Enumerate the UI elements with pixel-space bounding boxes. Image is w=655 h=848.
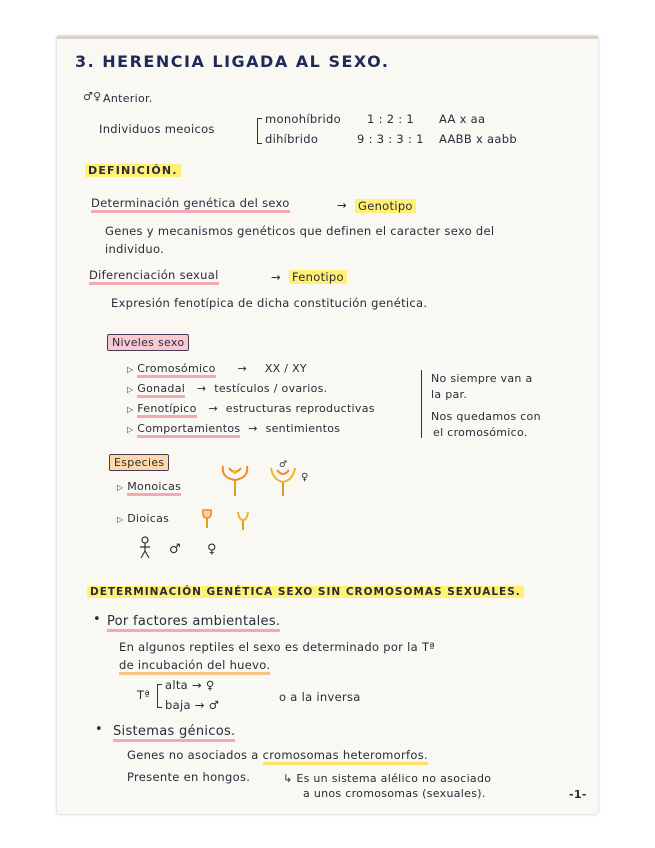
triangle-bullet-icon: ▷ xyxy=(127,365,134,374)
monohibrido-ratio: 1 : 2 : 1 xyxy=(367,112,415,126)
definicion-heading: DEFINICIÓN. xyxy=(85,164,181,177)
especie-item-monoicas xyxy=(117,480,181,493)
sistemas-bullet: • xyxy=(95,722,103,737)
sistemas-text-1a: Genes no asociados a xyxy=(127,748,263,762)
monohibrido-cross: AA x aa xyxy=(439,112,486,126)
page-title: 3. HERENCIA LIGADA AL SEXO. xyxy=(75,52,390,71)
determinacion-arrow: → xyxy=(337,198,347,212)
niveles-note-2: la par. xyxy=(431,388,468,401)
nivel-arrow: → xyxy=(248,422,258,435)
female-symbol-icon: ♀ xyxy=(207,542,217,557)
dioica-flower-female-icon xyxy=(199,506,215,528)
niveles-note-1: No siempre van a xyxy=(431,372,533,385)
nivel-name: Comportamientos xyxy=(137,422,240,438)
niveles-note-3: Nos quedamos con xyxy=(431,410,541,423)
nivel-arrow: → xyxy=(196,382,207,395)
factores-title: Por factores ambientales. xyxy=(107,614,280,632)
individuos-label: Individuos meoicos xyxy=(99,122,215,136)
triangle-bullet-icon: ▷ xyxy=(117,483,124,492)
determinacion-text-1: Genes y mecanismos genéticos que definen el caracter sexo del xyxy=(105,224,495,238)
notes-page xyxy=(57,36,598,814)
female-symbol-icon: ♀ xyxy=(301,472,309,483)
triangle-bullet-icon: ▷ xyxy=(127,385,134,394)
nivel-desc: testículos / ovarios. xyxy=(214,382,328,395)
niveles-note-4: el cromosómico. xyxy=(433,426,528,439)
triangle-bullet-icon: ▷ xyxy=(127,425,134,434)
especies-label: Especies xyxy=(109,454,169,471)
temperatura-label: Tª xyxy=(137,688,151,702)
nivel-desc: estructuras reproductivas xyxy=(225,402,375,415)
monohibrido-label: monohíbrido xyxy=(265,112,341,126)
sistemas-title: Sistemas génicos. xyxy=(113,724,235,742)
factores-bullet: • xyxy=(93,612,101,627)
monoica-flower-icon xyxy=(215,462,255,498)
sistemas-text-1 xyxy=(127,748,428,762)
especie-item-dioicas xyxy=(117,512,169,525)
temperatura-baja: baja → ♂ xyxy=(165,698,220,712)
male-symbol-icon: ♂ xyxy=(279,460,288,470)
monoica-flower-sex-icon xyxy=(265,460,317,498)
nivel-name: Cromosómico xyxy=(137,362,215,378)
individuos-bracket xyxy=(257,118,262,144)
triangle-bullet-icon: ▷ xyxy=(117,515,124,524)
especie-name: Dioicas xyxy=(127,512,170,525)
nivel-name: Fenotípico xyxy=(137,402,196,418)
nivel-arrow: → xyxy=(237,362,248,375)
factores-text-2: de incubación del huevo. xyxy=(119,658,270,675)
sistemas-text-2a: Presente en hongos. xyxy=(127,770,251,784)
person-icon xyxy=(137,536,153,560)
nivel-item-gonadal xyxy=(127,382,327,395)
nivel-desc: XX / XY xyxy=(264,362,307,375)
sistemas-text-1b: cromosomas heteromorfos. xyxy=(263,748,428,765)
sistemas-text-3: a unos cromosomas (sexuales). xyxy=(303,787,486,800)
nivel-arrow: → xyxy=(208,402,218,415)
anterior-symbol: ♂♀ xyxy=(83,90,102,103)
determinacion-text-2: individuo. xyxy=(105,242,165,256)
temperatura-alta: alta → ♀ xyxy=(165,678,215,692)
nivel-item-comportamientos xyxy=(127,422,340,435)
niveles-brace xyxy=(421,370,422,438)
temperatura-inversa: o a la inversa xyxy=(279,690,361,704)
genotipo-label: Genotipo xyxy=(355,199,416,213)
diferenciacion-arrow: → xyxy=(271,270,281,284)
nivel-item-cromosomico xyxy=(127,362,307,375)
male-symbol-icon: ♂ xyxy=(169,542,181,557)
dihibrido-cross: AABB x aabb xyxy=(439,132,517,146)
factores-text-1: En algunos reptiles el sexo es determinado por la Tª xyxy=(119,640,436,654)
dihibrido-label: dihíbrido xyxy=(265,132,319,146)
especie-name: Monoicas xyxy=(127,480,181,496)
determinacion-term: Determinación genética del sexo xyxy=(91,196,290,213)
fenotipo-label: Fenotipo xyxy=(289,270,347,284)
diferenciacion-text: Expresión fenotípica de dicha constitución genética. xyxy=(111,296,428,310)
niveles-sexo-label: Niveles sexo xyxy=(107,334,189,351)
nivel-name: Gonadal xyxy=(137,382,185,398)
nivel-desc: sentimientos xyxy=(265,422,341,435)
anterior-label: Anterior. xyxy=(103,92,153,105)
dioica-flower-male-icon xyxy=(235,508,251,530)
nivel-item-fenotipico xyxy=(127,402,375,415)
dihibrido-ratio: 9 : 3 : 3 : 1 xyxy=(357,132,424,146)
triangle-bullet-icon: ▷ xyxy=(127,405,134,414)
page-number: -1- xyxy=(569,788,587,801)
sistemas-text-2b: ↳ Es un sistema alélico no asociado xyxy=(283,772,492,785)
section-heading-sin-cromosomas: DETERMINACIÓN GENÉTICA SEXO SIN CROMOSOMAS SEXUALES. xyxy=(87,586,524,598)
temperatura-bracket xyxy=(157,684,162,708)
diferenciacion-term: Diferenciación sexual xyxy=(89,268,219,285)
